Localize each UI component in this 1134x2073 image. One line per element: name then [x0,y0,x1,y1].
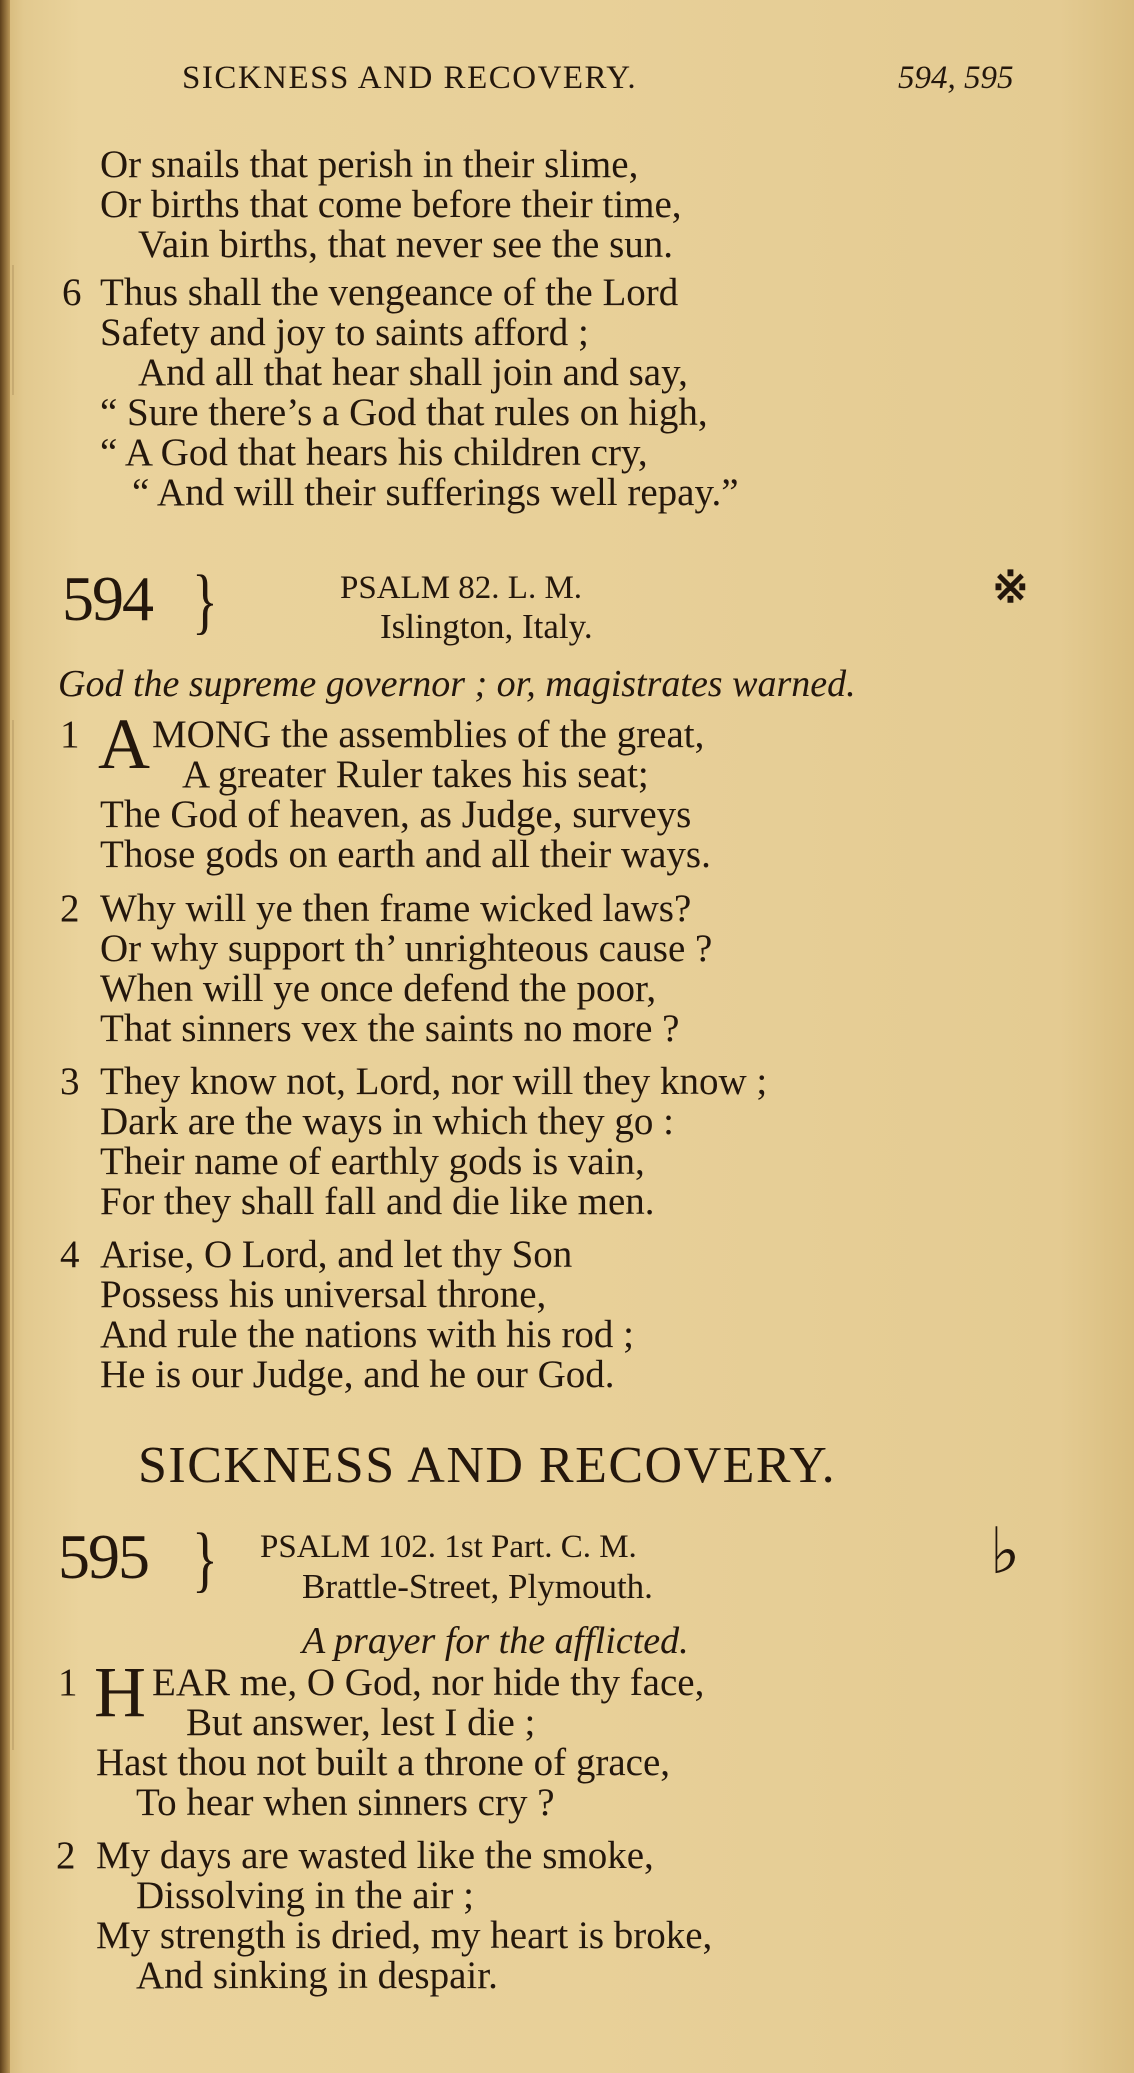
verse-line: When will ye once defend the poor, [100,967,657,1010]
printer-mark-icon: ※ [992,563,1029,612]
verse-line: They know not, Lord, nor will they know ; [100,1060,768,1103]
verse-line: Why will ye then frame wicked laws? [100,887,692,930]
verse-number: 2 [60,887,80,930]
verse-line: Arise, O Lord, and let thy Son [100,1233,573,1276]
hymn-number: 594 [62,563,152,634]
page-edge [0,0,10,2073]
verse-line: Dissolving in the air ; [136,1874,474,1917]
running-header-title: SICKNESS AND RECOVERY. [182,60,638,96]
verse-line: “ And will their sufferings well repay.” [132,471,739,514]
verse-line: “ A God that hears his children cry, [100,431,648,474]
hymn-subject: God the supreme governor ; or, magistrates warned. [58,663,856,705]
verse-line: And rule the nations with his rod ; [100,1313,635,1356]
verse-line: “ Sure there’s a God that rules on high, [100,391,708,434]
hymn-subject: A prayer for the afflicted. [302,1620,689,1662]
brace-glyph: } [192,560,218,641]
verse-line: And sinking in despair. [136,1954,498,1997]
spine-shadow [12,265,14,395]
tune-names: Brattle-Street, Plymouth. [302,1567,653,1606]
verse-line: Safety and joy to saints afford ; [100,311,589,354]
section-heading: SICKNESS AND RECOVERY. [138,1437,837,1494]
verse-line: A greater Ruler takes his seat; [182,753,649,796]
verse-number: 1 [58,1661,78,1704]
verse-line: He is our Judge, and he our God. [100,1353,615,1396]
verse-number: 2 [56,1834,76,1877]
verse-number: 1 [60,713,80,756]
verse-line: And all that hear shall join and say, [138,351,688,394]
running-header-page-numbers: 594, 595 [898,60,1014,96]
drop-cap: H [94,1652,146,1732]
verse-line: Their name of earthly gods is vain, [100,1140,645,1183]
verse-line: Or why support th’ unrighteous cause ? [100,927,713,970]
verse-number: 4 [60,1233,80,1276]
hymn-number: 595 [58,1521,148,1592]
verse-line: My strength is dried, my heart is broke, [96,1914,713,1957]
verse-line: My days are wasted like the smoke, [96,1834,654,1877]
verse-number: 6 [62,271,82,314]
flat-key-icon: ♭ [990,1516,1021,1587]
verse-line: Thus shall the vengeance of the Lord [100,271,679,314]
drop-cap: A [98,704,150,784]
verse-line: MONG the assemblies of the great, [152,713,705,756]
verse-line: Possess his universal throne, [100,1273,547,1316]
spine-shadow [12,720,14,1750]
psalm-reference: PSALM 102. 1st Part. C. M. [260,1529,637,1565]
verse-line: EAR me, O God, nor hide thy face, [152,1661,705,1704]
verse-line: Hast thou not built a throne of grace, [96,1741,671,1784]
verse-line: Those gods on earth and all their ways. [100,833,711,876]
verse-line: For they shall fall and die like men. [100,1180,655,1223]
verse-line: To hear when sinners cry ? [136,1781,555,1824]
verse-line: Dark are the ways in which they go : [100,1100,674,1143]
verse-line: The God of heaven, as Judge, surveys [100,793,692,836]
brace-glyph: } [192,1518,218,1599]
verse-line: But answer, lest I die ; [186,1701,536,1744]
verse-line: Or snails that perish in their slime, [100,143,639,186]
verse-number: 3 [60,1060,80,1103]
verse-line: Or births that come before their time, [100,183,682,226]
psalm-reference: PSALM 82. L. M. [340,570,583,606]
tune-names: Islington, Italy. [380,607,593,646]
verse-line: That sinners vex the saints no more ? [100,1007,680,1050]
verse-line: Vain births, that never see the sun. [138,223,674,266]
